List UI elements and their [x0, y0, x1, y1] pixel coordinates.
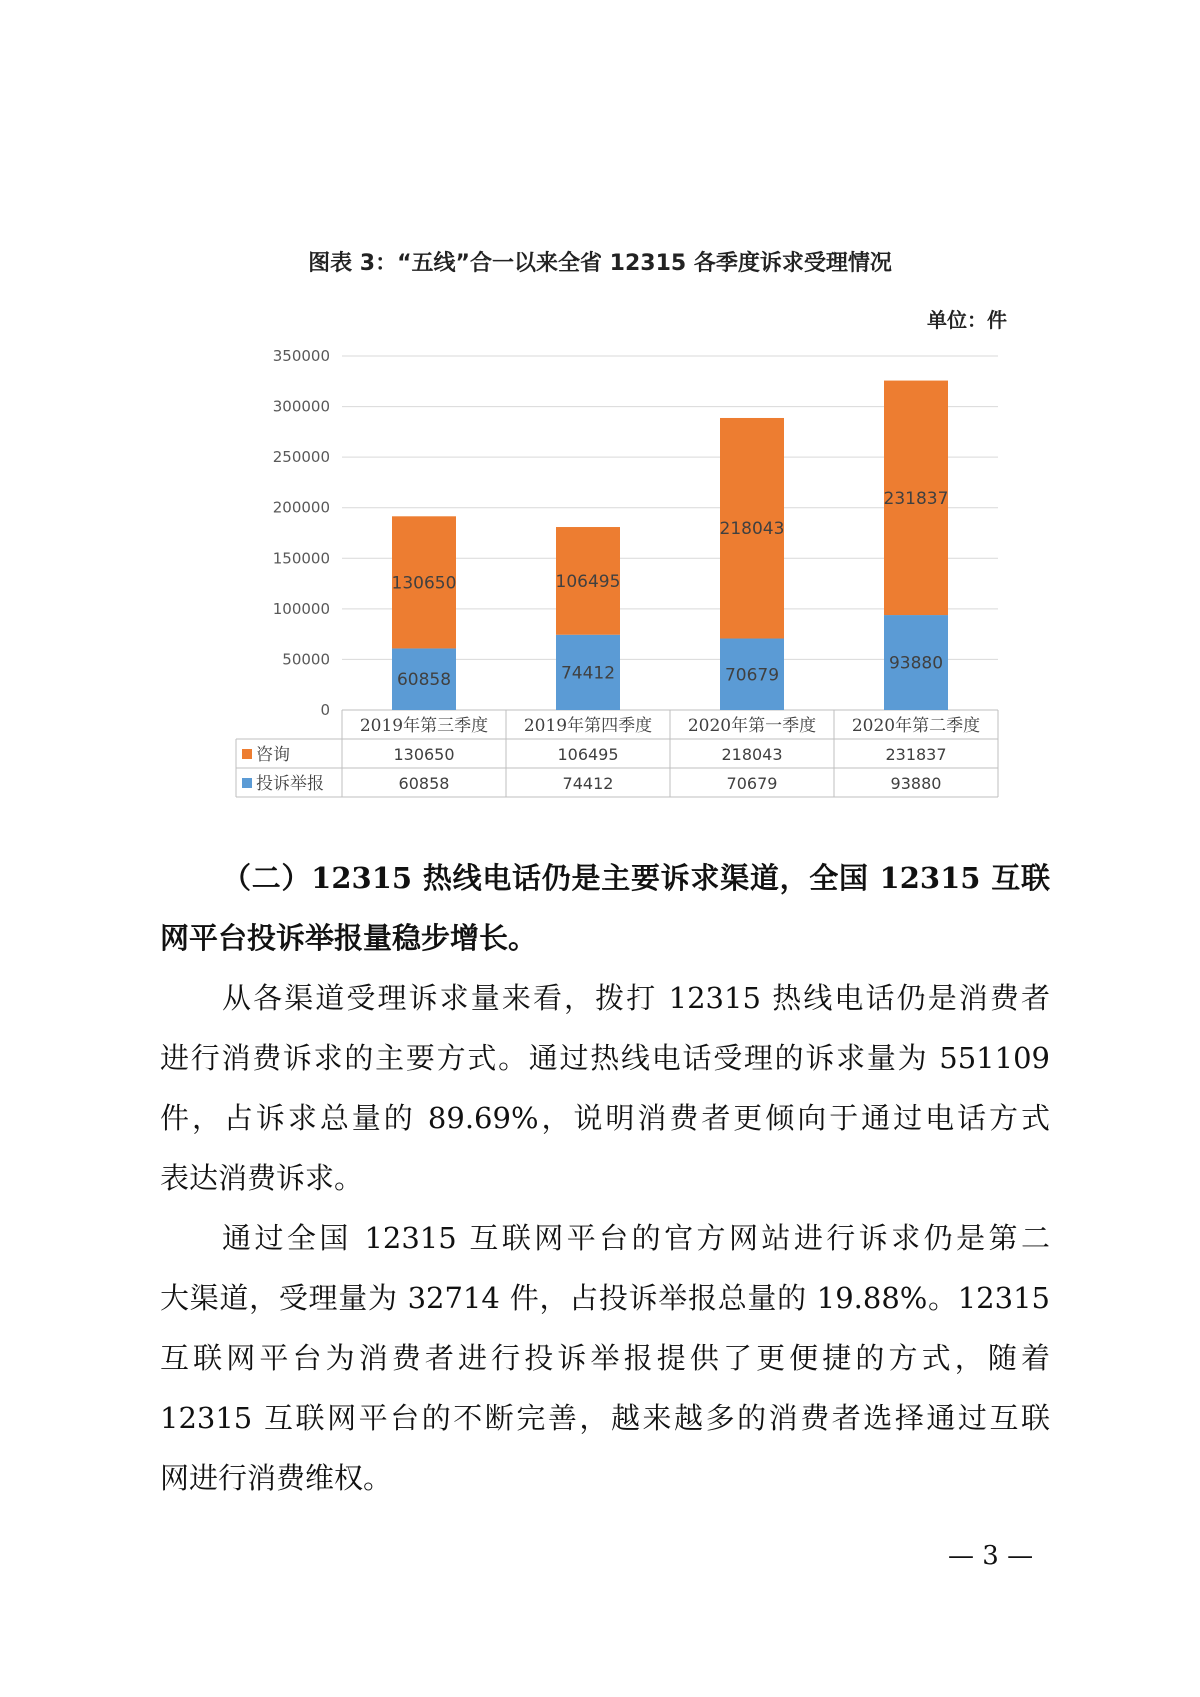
- paragraph-1: [160, 968, 1050, 1208]
- data-label: 218043: [719, 519, 785, 540]
- legend-swatch: [242, 778, 252, 788]
- y-tick-label: 200000: [272, 498, 330, 517]
- data-label: 130650: [391, 573, 457, 594]
- y-tick-label: 350000: [272, 347, 330, 365]
- x-tick-label: 2019年第三季度: [359, 716, 489, 736]
- y-tick-label: 0: [320, 701, 330, 719]
- heading-line-1: （二）12315 热线电话仍是主要诉求渠道，全国 12315 互联: [222, 861, 1050, 895]
- y-tick-label: 100000: [272, 599, 330, 618]
- legend-label: 投诉举报: [256, 774, 324, 794]
- para2-line-2: 大渠道，受理量为 32714 件，占投诉举报总量的 19.88%。12315: [160, 1281, 1050, 1315]
- data-label: 106495: [555, 571, 621, 592]
- data-label: 74412: [560, 663, 616, 684]
- para2-line-3: 互联网平台为消费者进行投诉举报提供了更便捷的方式，随着: [160, 1341, 1050, 1375]
- x-tick-label: 2020年第一季度: [687, 716, 817, 736]
- page-number: — 3 —: [948, 1541, 1034, 1571]
- table-cell: 231837: [885, 745, 947, 764]
- table-cell: 106495: [557, 745, 619, 764]
- heading-line-2: 网平台投诉举报量稳步增长。: [160, 921, 538, 955]
- para1-line-3: 件，占诉求总量的 89.69%，说明消费者更倾向于通过电话方式: [160, 1101, 1050, 1135]
- x-tick-label: 2019年第四季度: [523, 716, 653, 736]
- data-label: 60858: [396, 670, 452, 691]
- stacked-bar-chart: [0, 0, 1200, 820]
- x-tick-label: 2020年第二季度: [851, 716, 981, 736]
- table-cell: 93880: [890, 774, 942, 793]
- section-heading: [160, 848, 1050, 968]
- y-tick-label: 50000: [282, 650, 330, 669]
- unit-label: 单位：件: [927, 308, 1007, 332]
- para1-line-2: 进行消费诉求的主要方式。通过热线电话受理的诉求量为 551109: [160, 1041, 1050, 1075]
- data-label: 70679: [724, 665, 780, 686]
- legend-swatch: [242, 749, 252, 759]
- y-tick-label: 300000: [272, 397, 330, 416]
- y-tick-label: 250000: [272, 448, 330, 467]
- legend-label: 咨询: [256, 745, 290, 765]
- para2-line-5: 网进行消费维权。: [160, 1461, 393, 1495]
- paragraph-2: [160, 1208, 1050, 1508]
- table-cell: 218043: [721, 745, 783, 764]
- table-cell: 130650: [393, 745, 455, 764]
- table-cell: 70679: [726, 774, 778, 793]
- figure-title: 图表 3：“五线”合一以来全省 12315 各季度诉求受理情况: [308, 251, 892, 276]
- y-tick-label: 150000: [272, 549, 330, 568]
- table-cell: 74412: [562, 774, 614, 793]
- para2-line-1: 通过全国 12315 互联网平台的官方网站进行诉求仍是第二: [222, 1221, 1050, 1255]
- data-label: 93880: [888, 653, 944, 674]
- para1-line-4: 表达消费诉求。: [160, 1161, 364, 1195]
- para1-line-1: 从各渠道受理诉求量来看，拨打 12315 热线电话仍是消费者: [222, 981, 1050, 1015]
- para2-line-4: 12315 互联网平台的不断完善，越来越多的消费者选择通过互联: [160, 1401, 1050, 1435]
- data-label: 231837: [883, 488, 949, 509]
- table-cell: 60858: [398, 774, 450, 793]
